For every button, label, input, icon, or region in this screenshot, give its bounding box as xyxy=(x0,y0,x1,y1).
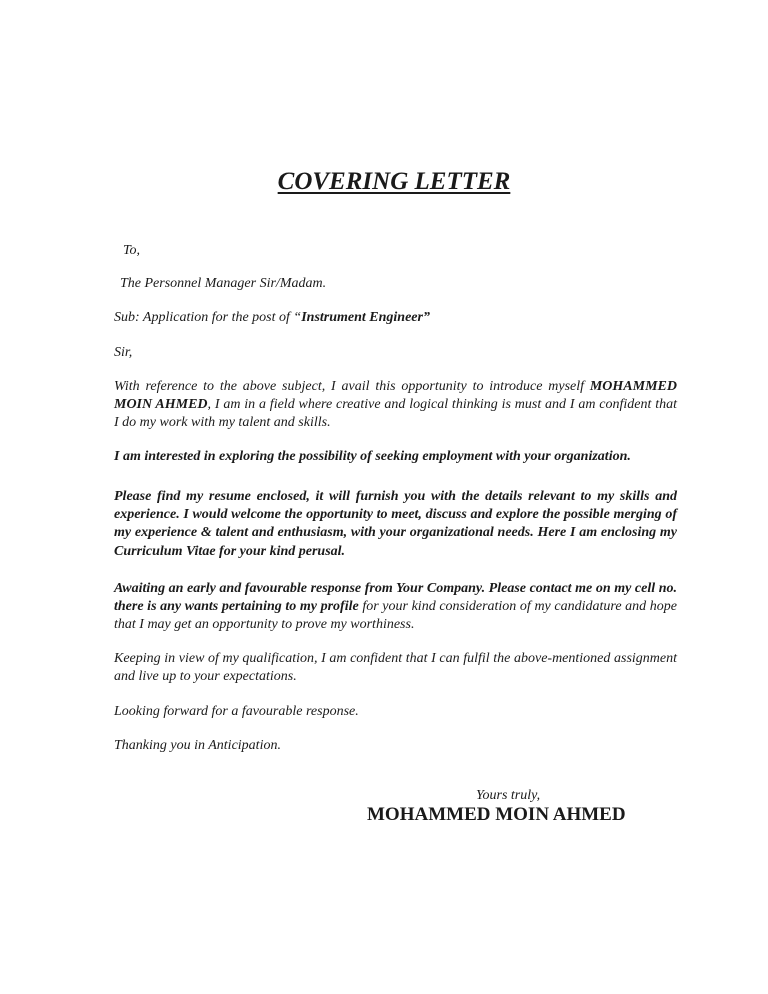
paragraph-awaiting xyxy=(114,580,677,635)
subject-line xyxy=(114,309,430,327)
intro-text-before: With reference to the above subject, I avail this opportunity to introduce myself xyxy=(114,379,590,394)
awaiting-rest-text: for your kind consideration of my candidature and hope that I may get an opportunity to prove my worthiness. xyxy=(114,599,677,633)
salutation: Sir, xyxy=(114,345,133,360)
paragraph-introduction xyxy=(114,378,677,433)
paragraph-looking-forward: Looking forward for a favourable response. xyxy=(114,704,359,719)
paragraph-interest: I am interested in exploring the possibility of seeking employment with your organization. xyxy=(114,449,631,464)
intro-name: MOHAMMED MOIN AHMED xyxy=(114,379,677,413)
page-title: COVERING LETTER xyxy=(277,168,511,195)
paragraph-resume: Please find my resume enclosed, it will furnish you with the details relevant to my skills and experience. I would welcome the opportunity to meet, discuss and explore the possible merging of my experience & talent and enthusiasm, with your organizational needs. Here I am enclosing my Curriculum Vitae for your kind perusal. xyxy=(114,489,677,559)
intro-text-after: , I am in a field where creative and logical thinking is must and I am confident that I do my work with my talent and skills. xyxy=(114,397,677,431)
to-line: To, xyxy=(123,243,141,258)
awaiting-bold-text: Awaiting an early and favourable response from Your Company. Please contact me on my cell no. there is any wants pertaining to my profile xyxy=(114,581,677,615)
paragraph-thanking: Thanking you in Anticipation. xyxy=(114,738,281,753)
paragraph-qualification: Keeping in view of my qualification, I am confident that I can fulfil the above-mentioned assignment and live up to your expectations. xyxy=(114,651,677,685)
recipient-line: The Personnel Manager Sir/Madam. xyxy=(120,276,327,291)
signature-name: MOHAMMED MOIN AHMED xyxy=(367,804,626,825)
subject-post: Instrument Engineer” xyxy=(301,310,430,325)
closing: Yours truly, xyxy=(476,788,541,803)
subject-prefix: Sub: Application for the post of “ xyxy=(114,310,302,325)
